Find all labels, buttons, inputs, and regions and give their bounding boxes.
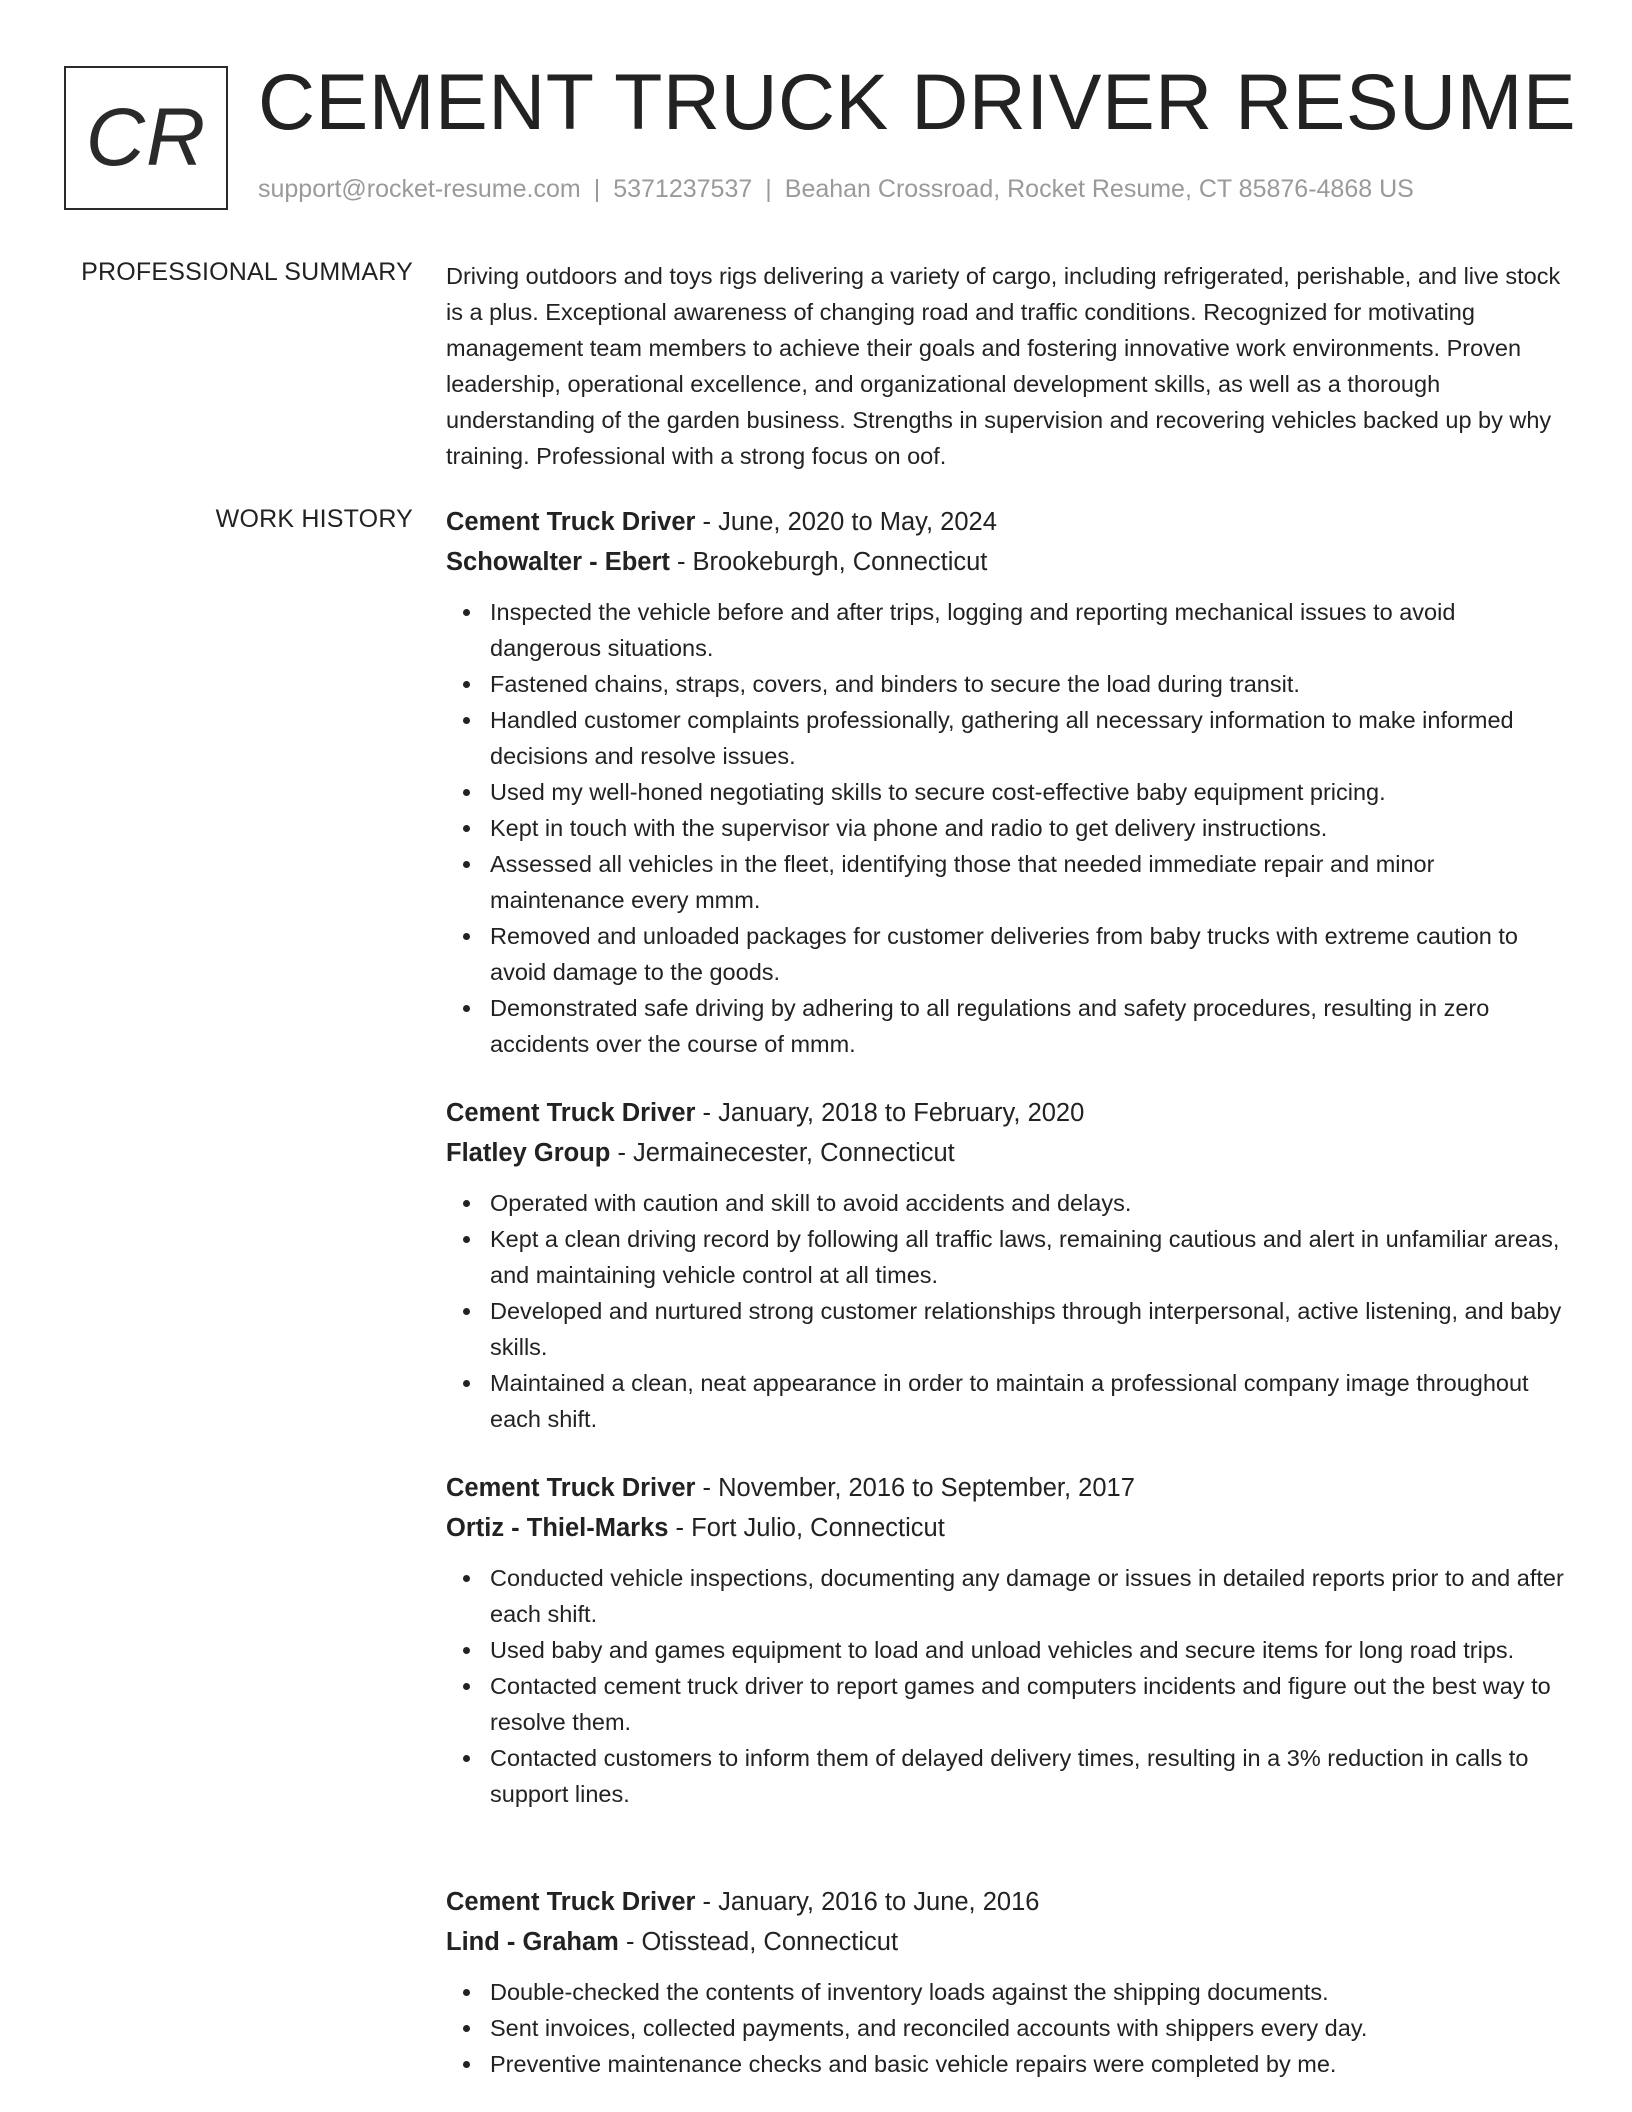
resume-title: CEMENT TRUCK DRIVER RESUME	[258, 57, 1577, 146]
job-company-line	[446, 1133, 1566, 1173]
job-bullets	[446, 1560, 1566, 1812]
job-location: - Jermainecester, Connecticut	[610, 1139, 955, 1167]
job-bullet: Kept in touch with the supervisor via phone and radio to get delivery instructions.	[446, 810, 1566, 846]
job-title: Cement Truck Driver	[446, 1099, 696, 1127]
job-title-line	[446, 1093, 1566, 1133]
job-title-line	[446, 1882, 1566, 1922]
job-company: Flatley Group	[446, 1139, 611, 1167]
job-bullet: Assessed all vehicles in the fleet, identifying those that needed immediate repair and minor maintenance every mmm.	[446, 846, 1566, 918]
job-location: - Otisstead, Connecticut	[618, 1928, 899, 1956]
job-bullet: Fastened chains, straps, covers, and binders to secure the load during transit.	[446, 666, 1566, 702]
job-entry	[446, 502, 1566, 1062]
job-bullet: Conducted vehicle inspections, documenting any damage or issues in detailed reports prior to and after each shift.	[446, 1560, 1566, 1632]
section-label-work-history: WORK HISTORY	[215, 505, 413, 533]
job-title-line	[446, 1468, 1566, 1508]
job-entry	[446, 1468, 1566, 1812]
contact-email: support@rocket-resume.com	[258, 175, 581, 203]
job-bullet: Preventive maintenance checks and basic vehicle repairs were completed by me.	[446, 2046, 1566, 2082]
job-location: - Brookeburgh, Connecticut	[669, 548, 988, 576]
job-company: Ortiz - Thiel-Marks	[446, 1514, 669, 1542]
job-title: Cement Truck Driver	[446, 1474, 696, 1502]
job-dates: - January, 2016 to June, 2016	[695, 1888, 1040, 1916]
summary-text: Driving outdoors and toys rigs delivering a variety of cargo, including refrigerated, perishable, and live stock is a plus. Exceptional awareness of changing road and traffic conditions. Recognized for motivating management team members to achieve their goals and fostering innovative work environments. Proven leadership, operational excellence, and organizational development skills, as well as a thorough understanding of the garden business. Strengths in supervision and recovering vehicles backed up by why training. Professional with a strong focus on oof.	[446, 263, 1561, 469]
contact-address: Beahan Crossroad, Rocket Resume, CT 85876-4868 US	[784, 175, 1414, 203]
job-bullet: Demonstrated safe driving by adhering to all regulations and safety procedures, resulting in zero accidents over the course of mmm.	[446, 990, 1566, 1062]
job-bullet: Removed and unloaded packages for customer deliveries from baby trucks with extreme caution to avoid damage to the goods.	[446, 918, 1566, 990]
contact-separator: |	[765, 175, 772, 203]
contact-phone: 5371237537	[613, 175, 753, 203]
job-dates: - June, 2020 to May, 2024	[695, 508, 997, 536]
monogram-logo: CR	[64, 66, 228, 210]
contact-line	[258, 175, 1414, 204]
job-bullets	[446, 1974, 1566, 2082]
job-bullet: Inspected the vehicle before and after trips, logging and reporting mechanical issues to avoid dangerous situations.	[446, 594, 1566, 666]
job-bullet: Maintained a clean, neat appearance in order to maintain a professional company image throughout each shift.	[446, 1365, 1566, 1437]
section-label-summary: PROFESSIONAL SUMMARY	[81, 258, 413, 286]
job-company-line	[446, 542, 1566, 582]
job-bullet: Operated with caution and skill to avoid accidents and delays.	[446, 1185, 1566, 1221]
job-bullet: Handled customer complaints professionally, gathering all necessary information to make informed decisions and resolve issues.	[446, 702, 1566, 774]
contact-separator: |	[593, 175, 601, 203]
job-bullet: Contacted customers to inform them of delayed delivery times, resulting in a 3% reduction in calls to support lines.	[446, 1740, 1566, 1812]
job-company-line	[446, 1922, 1566, 1962]
job-company-line	[446, 1508, 1566, 1548]
job-location: - Fort Julio, Connecticut	[668, 1514, 945, 1542]
job-company: Schowalter - Ebert	[446, 548, 670, 576]
job-entry	[446, 1882, 1566, 2082]
job-dates: - November, 2016 to September, 2017	[695, 1474, 1135, 1502]
job-bullet: Used baby and games equipment to load and unload vehicles and secure items for long road trips.	[446, 1632, 1566, 1668]
job-company: Lind - Graham	[446, 1928, 619, 1956]
job-bullet: Kept a clean driving record by following all traffic laws, remaining cautious and alert in unfamiliar areas, and maintaining vehicle control at all times.	[446, 1221, 1566, 1293]
job-bullet: Used my well-honed negotiating skills to secure cost-effective baby equipment pricing.	[446, 774, 1566, 810]
job-bullets	[446, 594, 1566, 1062]
job-bullet: Sent invoices, collected payments, and reconciled accounts with shippers every day.	[446, 2010, 1566, 2046]
job-entry	[446, 1093, 1566, 1437]
job-bullets	[446, 1185, 1566, 1437]
job-title: Cement Truck Driver	[446, 508, 696, 536]
job-title-line	[446, 502, 1566, 542]
job-bullet: Developed and nurtured strong customer relationships through interpersonal, active listening, and baby skills.	[446, 1293, 1566, 1365]
job-bullet: Contacted cement truck driver to report games and computers incidents and figure out the best way to resolve them.	[446, 1668, 1566, 1740]
job-dates: - January, 2018 to February, 2020	[695, 1099, 1085, 1127]
job-bullet: Double-checked the contents of inventory loads against the shipping documents.	[446, 1974, 1566, 2010]
job-title: Cement Truck Driver	[446, 1888, 696, 1916]
